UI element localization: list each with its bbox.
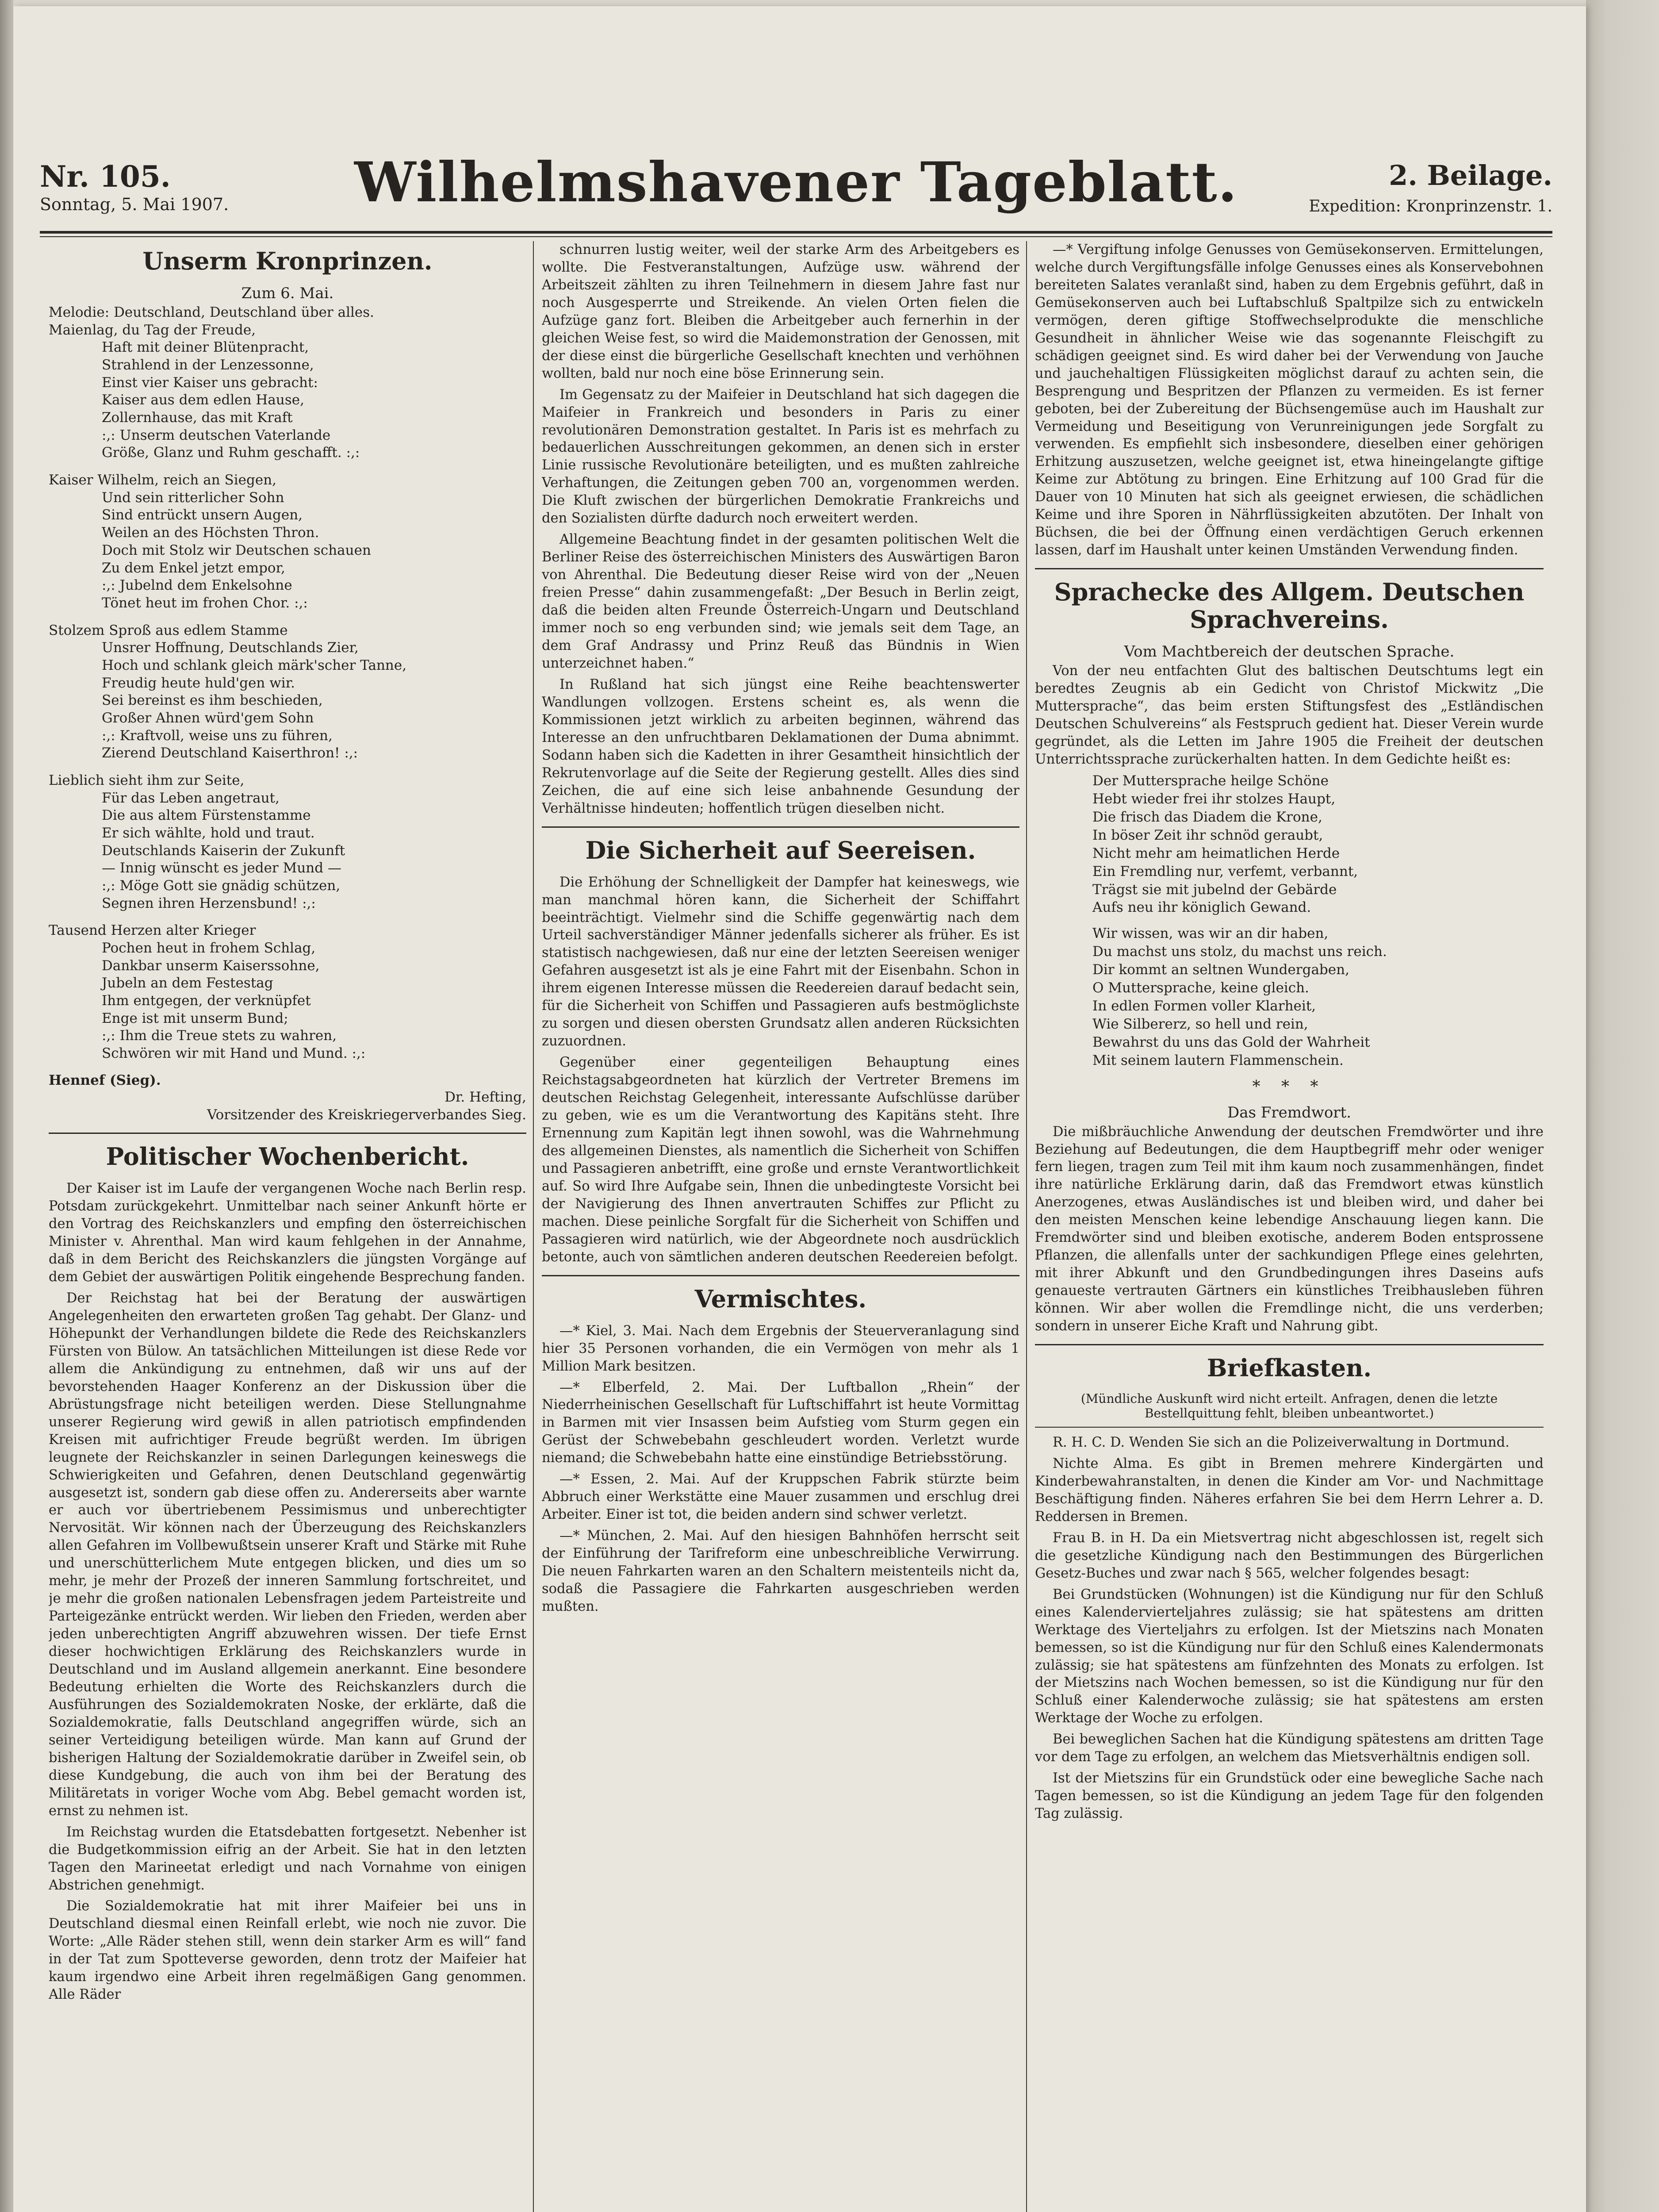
supplement-label: 2. Beilage. — [1389, 159, 1552, 192]
paragraph: Allgemeine Beachtung findet in der gesamten politischen Welt die Berliner Reise des österreichischen Ministers des Auswärtigen Baron von Ahrenthal. Die Bedeutung dieser Reise wird von der „Neuen freien Presse“ dahin zusammengefaßt: „Der Besuch in Berlin zeigt, daß die beiden alten Freunde Österreich-Ungarn und Deutschland immer noch so eng verbunden sind; wie jemals seit dem Tage, an dem Graf Andrassy und Prinz Reuß das Bündnis in Wien unterzeichnet haben.“ — [542, 532, 1019, 671]
news-item: —* Vergiftung infolge Genusses von Gemüsekonserven. Ermittelungen, welche durch Vergiftungsfälle infolge Genusses eines als Konservebohnen bereiteten Salates veranlaßt sind, haben zu dem Ergebnis geführt, daß in Gemüsekonserven auch bei Luftabschluß Spaltpilze sich zu entwickeln vermögen, deren giftige Stoffwechselprodukte die menschliche Gesundheit in ähnlicher Weise wie das sogenannte Fleischgift zu schädigen geeignet sind. Es wird daher bei der Verwendung von Jauche und jauchehaltigen Flüssigkeiten möglichst darauf zu achten sein, die Besprengung und Bespritzen der Pflanzen zu vermeiden. Es ist ferner geboten, bei der Zubereitung der Büchsengemüse auch im Haushalt zur Vermeidung und Beseitigung von Verunreinigungen jede Sorgfalt zu verwenden. Es empfiehlt sich insbesondere, dieselben einer gehörigen Erhitzung auszusetzen, welche geeignet ist, etwa hineingelangte giftige Keime zur Abtötung zu bringen. Eine Erhitzung auf 100 Grad für die Dauer von 10 Minuten hat sich als geeignet erwiesen, die schädlichen Keime und ihre Sporen in Nährflüssigkeiten abzutöten. Der Inhalt von Büchsen, die bei der Öffnung einen verdächtigen Geruch erkennen lassen, darf im Haushalt unter keinen Umständen Verwendung finden. — [1035, 242, 1544, 558]
letter-entry: Nichte Alma. Es gibt in Bremen mehrere Kindergärten und Kinderbewahranstalten, in denen die Kinder am Vor- und Nachmittage Beschäftigung finden. Näheres erfahren Sie bei dem Herrn Lehrer a. D. Reddersen in Bremen. — [1035, 1456, 1544, 1525]
poem-line: Größe, Glanz und Ruhm geschafft. :,: — [102, 445, 360, 461]
letter-entry: Ist der Mietszins für ein Grundstück oder eine bewegliche Sache nach Tagen bemessen, so ist die Kündigung an jedem Tage für den folgenden Tag zulässig. — [1035, 1770, 1544, 1822]
news-items — [542, 1322, 1019, 1616]
poem-line: Bewahrst du uns das Gold der Wahrheit — [1092, 1034, 1370, 1050]
poem-line: In böser Zeit ihr schnöd geraubt, — [1092, 827, 1323, 843]
poem-line: In edlen Formen voller Klarheit, — [1092, 998, 1316, 1014]
column-2 — [542, 241, 1019, 2212]
article-title: Politischer Wochenbericht. — [106, 1142, 469, 1171]
expedition-address: Expedition: Kronprinzenstr. 1. — [1309, 197, 1552, 215]
paragraph: Die Sozialdemokratie hat mit ihrer Maifeier bei uns in Deutschland diesmal einen Reinfall erlebt, wie noch nie zuvor. Die Worte: „Alle Räder stehen still, wenn dein starker Arm es will“ fand in der Tat zum Spotteverse geworden, denn trotz der Maifeier hat kaum irgendwo eine Arbeit ihren regelmäßigen Gang genommen. Alle Räder — [49, 1898, 526, 2003]
poem-title: Unserm Kronprinzen. — [142, 247, 433, 275]
poem-line: Lieblich sieht ihm zur Seite, — [49, 772, 245, 788]
poem-line: Der Muttersprache heilge Schöne — [1092, 773, 1329, 789]
poem-author: Dr. Hefting, — [444, 1089, 526, 1105]
book-binding — [0, 0, 13, 2212]
paragraph: Im Gegensatz zu der Maifeier in Deutschland hat sich dagegen die Maifeier in Frankreich und besonders in Paris zu einer revolutionären Demonstration gestaltet. In Paris ist es mehrfach zu bedauerlichen Ausschreitungen gekommen, an denen sich in erster Linie russische Revolutionäre beteiligten, und es mußten zahlreiche Verhaftungen, die Zeitungen geben 700 an, vorgenommen werden. Die Kluft zwischen der bürgerlichen Demokratie Frankreichs und den Sozialisten dürfte dadurch noch erweitert werden. — [542, 387, 1019, 526]
poem-line: Hoch und schlank gleich märk'scher Tanne, — [102, 657, 407, 673]
poem-author-role: Vorsitzender des Kreiskriegerverbandes Sieg. — [207, 1106, 526, 1123]
news-item: —* Kiel, 3. Mai. Nach dem Ergebnis der Steuerveranlagung sind hier 35 Personen vorhanden, die ein Vermögen von mehr als 1 Million Mark besitzen. — [542, 1323, 1019, 1374]
article-body — [542, 874, 1019, 1266]
poem-date: Zum 6. Mai. — [241, 284, 334, 303]
poem-verse — [49, 622, 526, 762]
poem-line: Deutschlands Kaiserin der Zukunft — [102, 842, 345, 859]
poem-line: :,: Ihm die Treue stets zu wahren, — [102, 1028, 337, 1044]
article-intro: Von der neu entfachten Glut des baltischen Deutschtums legt ein beredtes Zeugnis ab ein Gedicht von Christof Mickwitz „Die Muttersprache“, das beim ersten Stiftungsfest des „Estländischen Deutschen Schulvereins“ als Festspruch gedient hat. Dieser Verein wurde gegründet, als die Letten im Jahre 1905 die Freiheit der deutschen Unterrichtssprache zurückerhalten hatten. In dem Gedichte heißt es: — [1035, 663, 1544, 768]
poem-line: O Muttersprache, keine gleich. — [1092, 980, 1309, 996]
poem-line: Haft mit deiner Blütenpracht, — [102, 339, 309, 356]
poem-line: Maienlag, du Tag der Freude, — [49, 322, 256, 338]
column-rule — [533, 241, 534, 2212]
issue-date: Sonntag, 5. Mai 1907. — [40, 195, 229, 214]
article-subtitle: Das Fremdwort. — [1227, 1103, 1352, 1121]
paragraph: Der Reichstag hat bei der Beratung der auswärtigen Angelegenheiten den erwarteten großen Tag gehabt. Der Glanz- und Höhepunkt der Verhandlungen bildete die Rede des Reichskanzlers Fürsten von Bülow. An tatsächlichen Mitteilungen ist diese Rede vor allem die Ankündigung zu entnehmen, daß wir uns auf der bevorstehenden Haager Konferenz an der Diskussion über die Abrüstungsfrage nicht beteiligen werden. Diese Stellungnahme unserer Regierung wird gewiß in allen patriotisch empfindenden Kreisen mit aufrichtiger Freude begrüßt werden. Im übrigen leugnete der Reichskanzler in seinen Darlegungen keineswegs die Schwierigkeiten und Gefahren, denen Deutschland gegenwärtig ausgesetzt ist, sondern gab diese offen zu. Andererseits aber warnte er auch vor übertriebenem Pessimismus und unberechtigter Nervosität. Wir können nach der Überzeugung des Reichskanzlers allen Gefahren im Vollbewußtsein unserer Kraft und Stärke mit Ruhe und unerschütterlichem Mute entgegen blicken, und dies um so mehr, je mehr der Prozeß der inneren Sammlung fortschreitet, und je mehr die großen nationalen Lebensfragen jedem Parteistreite und Parteigezänke entrückt werden. Wir lieben den Frieden, werden aber jeden unberechtigten Angriff abzuwehren wissen. Der tiefe Ernst dieser hochwichtigen Erklärung des Reichskanzlers wurde in Deutschland und im Ausland allgemein anerkannt. Eine besondere Bedeutung erhielten die Worte des Reichskanzlers durch die Ausführungen des Sozialdemokraten Noske, der erklärte, daß die Sozialdemokratie, falls Deutschland angegriffen würde, sich an seiner Verteidigung beteiligen würde. Man kann auf Grund der bisherigen Haltung der Sozialdemokratie darüber in Zweifel sein, ob diese Kundgebung, die auch von ihm bei der Beratung des Militäretats in voriger Woche vom Abg. Bebel gemacht worden ist, ernst zu nehmen ist. — [49, 1290, 526, 1819]
section-divider — [542, 1275, 1019, 1276]
news-item: —* Essen, 2. Mai. Auf der Kruppschen Fabrik stürzte beim Abbruch einer Werkstätte eine Mauer zusammen und erschlug drei Arbeiter. Einer ist tot, die beiden andern sind schwer verletzt. — [542, 1471, 1019, 1523]
poem-line: Hebt wieder frei ihr stolzes Haupt, — [1092, 791, 1336, 807]
poem-line: Kaiser aus dem edlen Hause, — [102, 392, 304, 408]
poem-place: Hennef (Sieg). — [49, 1072, 161, 1088]
poem-line: Wir wissen, was wir an dir haben, — [1092, 926, 1329, 942]
article-subtitle: Vom Machtbereich der deutschen Sprache. — [1124, 643, 1455, 661]
poem-line: Zu dem Enkel jetzt empor, — [102, 560, 285, 576]
poem-verse — [49, 772, 526, 912]
poem-line: Tausend Herzen alter Krieger — [49, 922, 256, 939]
poem-line: :,: Möge Gott sie gnädig schützen, — [102, 877, 341, 894]
paragraph: In Rußland hat sich jüngst eine Reihe beachtenswerter Wandlungen vollzogen. Erstens scheint es, als wenn die Kommissionen jetzt wirklich zu arbeiten beginnen, während das Interesse an den unfruchtbaren Deklamationen der Duma abnimmt. Sodann haben sich die Kadetten in ihrer Gesamtheit hinsichtlich der Rekrutenvorlage auf die Seite der Regierung gestellt. Alles dies sind Zeichen, die auf eine sich leise anbahnende Gesundung der Verhältnisse hindeuten; hoffentlich trügen dieselben nicht. — [542, 676, 1019, 816]
poem-line: Mit seinem lautern Flammenschein. — [1092, 1052, 1344, 1068]
poem-verse — [49, 922, 526, 1062]
section-divider — [49, 1133, 526, 1134]
paragraph: Der Kaiser ist im Laufe der vergangenen Woche nach Berlin resp. Potsdam zurückgekehrt. Unmittelbar nach seiner Ankunft hörte er den Vortrag des Reichskanzlers und empfing den österreichischen Minister v. Ahrenthal. Man wird kaum fehlgehen in der Annahme, daß in dem Bericht des Reichskanzlers die jüngsten Vorgänge auf dem Gebiet der auswärtigen Politik eingehende Besprechung fanden. — [49, 1181, 526, 1285]
news-item: —* München, 2. Mai. Auf den hiesigen Bahnhöfen herrscht seit der Einführung der Tarifreform eine unbeschreibliche Verwirrung. Die neuen Fahrkarten waren an den Schaltern meistenteils nicht da, sodaß die Passagiere die Fahrkarten ausgeschrieben werden mußten. — [542, 1528, 1019, 1614]
poem-melody: Melodie: Deutschland, Deutschland über alles. — [49, 304, 375, 321]
poem-line: Aufs neu ihr königlich Gewand. — [1092, 899, 1311, 916]
letters-entries — [1035, 1434, 1544, 1823]
article-note: (Mündliche Auskunft wird nicht erteilt. Anfragen, denen die letzte Bestellquittung fehlt, bleiben unbeantwortet.) — [1080, 1391, 1498, 1421]
poem-line: Großer Ahnen würd'gem Sohn — [102, 710, 314, 726]
letter-entry: Bei Grundstücken (Wohnungen) ist die Kündigung nur für den Schluß eines Kalendervierteljahres zulässig; sie hat spätestens am dritten Werktage des Vierteljahrs zu erfolgen. Ist der Mietszins nach Monaten bemessen, so ist die Kündigung nur für den Schluß eines Kalendermonats zulässig; sie hat spätestens am fünfzehnten des Monats zu erfolgen. Ist der Mietszins nach Wochen bemessen, so ist die Kündigung nur für den Schluß einer Kalenderwoche zulässig; sie hat spätestens am ersten Werktage der Woche zu erfolgen. — [1035, 1586, 1544, 1726]
poem-line: Und sein ritterlicher Sohn — [102, 489, 284, 506]
poem-line: Doch mit Stolz wir Deutschen schauen — [102, 542, 371, 558]
section-divider — [542, 826, 1019, 828]
poem-line: Tönet heut im frohen Chor. :,: — [102, 595, 308, 611]
poem-stanza — [1035, 772, 1544, 917]
masthead-rule — [40, 231, 1552, 234]
page-edge — [1586, 0, 1659, 2212]
poem-verse — [49, 472, 526, 612]
poem-line: Segnen ihren Herzensbund! :,: — [102, 895, 316, 911]
poem-line: Du machst uns stolz, du machst uns reich. — [1092, 944, 1387, 960]
poem-line: — Innig wünscht es jeder Mund — — [102, 860, 341, 876]
column-3 — [1035, 241, 1544, 2212]
poem-verse — [49, 322, 526, 462]
poem-line: Schwören wir mit Hand und Mund. :,: — [102, 1045, 366, 1061]
newspaper-title: Wilhelmshavener Tageblatt. — [354, 150, 1238, 215]
paragraph: Im Reichstag wurden die Etatsdebatten fortgesetzt. Nebenher ist die Budgetkommission eifrig an der Arbeit. Sie hat in den letzten Tagen den Marineetat erledigt und nach Vornahme von einigen Abstrichen genehmigt. — [49, 1824, 526, 1893]
poem-line: Er sich wählte, hold und traut. — [102, 825, 315, 841]
article-title: Vermischtes. — [694, 1284, 867, 1313]
poem-line: Zollernhause, das mit Kraft — [102, 410, 293, 426]
article-title: Sprachecke des Allgem. Deutschen Sprachvereins. — [1054, 578, 1525, 634]
poem-line: Freudig heute huld'gen wir. — [102, 675, 295, 691]
article-body — [49, 1180, 526, 2004]
poem-line: Enge ist mit unserm Bund; — [102, 1010, 288, 1026]
column-rule — [1026, 241, 1027, 2212]
poem-line: Einst vier Kaiser uns gebracht: — [102, 374, 318, 391]
poem-line: Für das Leben angetraut, — [102, 790, 280, 806]
section-divider — [1035, 1427, 1544, 1428]
separator-stars: * * * — [1252, 1077, 1326, 1096]
article-title: Briefkasten. — [1207, 1354, 1372, 1382]
letter-entry: Bei beweglichen Sachen hat die Kündigung spätestens am dritten Tage vor dem Tage zu erfolgen, an welchem das Mietsverhältnis endigen soll. — [1035, 1732, 1544, 1765]
poem-line: Sei bereinst es ihm beschieden, — [102, 692, 323, 709]
column-1 — [49, 241, 526, 2212]
poem-verses — [49, 322, 526, 1063]
poem-stanza — [1035, 925, 1544, 1069]
article-continuation — [542, 241, 1019, 818]
poem-line: Nicht mehr am heimatlichen Herde — [1092, 845, 1340, 861]
poem-line: Weilen an des Höchsten Thron. — [102, 525, 319, 541]
poem-line: Stolzem Sproß aus edlem Stamme — [49, 622, 288, 638]
poem-line: Ihm entgegen, der verknüpfet — [102, 992, 311, 1009]
poem-line: Pochen heut in frohem Schlag, — [102, 940, 316, 956]
poem-line: Trägst sie mit jubelnd der Gebärde — [1092, 881, 1337, 898]
section-divider — [1035, 568, 1544, 569]
poem-line: Kaiser Wilhelm, reich an Siegen, — [49, 472, 277, 488]
poem-line: Sind entrückt unsern Augen, — [102, 507, 303, 523]
masthead — [40, 150, 1552, 230]
article-title: Die Sicherheit auf Seereisen. — [585, 836, 976, 864]
poem-line: :,: Kraftvoll, weise uns zu führen, — [102, 727, 333, 744]
article-body: Die mißbräuchliche Anwendung der deutschen Fremdwörter und ihre Beziehung auf Bedeutungen, die dem Hauptbegriff mehr oder weniger fern liegen, tragen zum Teil mit ihm kaum noch zusammenhängen, findet ihre natürliche Erklärung darin, daß das Fremdwort etwas künstlich Anerzogenes, etwas Ausländisches ist und bleiben wird, und daher bei den meisten Menschen keine lebendige Anschauung liegen kann. Die Fremdwörter sind und bleiben exotische, anderem Boden entsprossene Pflanzen, die allenfalls unter der sachkundigen Pflege eines gelehrten, mit ihrer Abkunft und den Grundbedingungen ihres Daseins aufs genaueste vertrauten Gärtners ein künstliches Treibhausleben führen können. Wir aber wollen die Fremdlinge nicht, die uns verderben; sondern in unserer Eiche Kraft und Nahrung gibt. — [1035, 1124, 1544, 1334]
poem-line: Die frisch das Diadem die Krone, — [1092, 809, 1322, 825]
poem-line: Jubeln an dem Festestag — [102, 975, 273, 991]
paragraph: schnurren lustig weiter, weil der starke Arm des Arbeitgebers es wollte. Die Festveranstaltungen, Aufzüge usw. während der Arbeitszeit zählten zu ihren Teilnehmern in diesem Jahre fast nur noch Ausgesperrte und Streikende. An vielen Orten fielen die Aufzüge ganz fort. Bleiben die Arbeitgeber auch fernerhin in der gleichen Weise fest, so wird die Maidemonstration der Genossen, mit der diese einst die bürgerliche Gesellschaft knechten und verhöhnen wollten, bald nur noch eine böse Erinnerung sein. — [542, 242, 1019, 381]
poem-line: Die aus altem Fürstenstamme — [102, 807, 311, 824]
paragraph: Gegenüber einer gegenteiligen Behauptung eines Reichstagsabgeordneten hat kürzlich der Vertreter Bremens im deutschen Reichstag Gelegenheit, interessante Aufschlüsse darüber zu geben, wie es um die Verantwortung des Kapitäns steht. Ihre Ernennung zum Kapitän legt ihnen sowohl, was die Wahrnehmung des allgemeinen Dienstes, als namentlich die Sicherheit von Schiffen und Passagieren anbetrifft, eine große und ernste Verantwortlichkeit auf. So wird Ihre Aufgabe sein, Ihnen die unbedingteste Vorsicht bei der Navigierung des Ihnen anvertrauten Schiffes zur Pflicht zu machen. Diese peinliche Sorgfalt für die Sicherheit von Schiffen und Passagieren wird natürlich, wie der Abgeordnete noch ausdrücklich betonte, auch von sämtlichen anderen deutschen Reedereien befolgt. — [542, 1055, 1019, 1265]
poem-line: :,: Unserm deutschen Vaterlande — [102, 427, 331, 443]
poem-line: :,: Jubelnd dem Enkelsohne — [102, 577, 292, 594]
masthead-rule-thin — [40, 236, 1552, 237]
poem-line: Ein Fremdling nur, verfemt, verbannt, — [1092, 863, 1358, 879]
poem-line: Dir kommt an seltnen Wundergaben, — [1092, 962, 1349, 978]
section-divider — [1035, 1344, 1544, 1345]
poem-line: Zierend Deutschland Kaiserthron! :,: — [102, 745, 358, 761]
issue-number: Nr. 105. — [40, 159, 171, 194]
poem-line: Wie Silbererz, so hell und rein, — [1092, 1016, 1308, 1032]
letter-entry: Frau B. in H. Da ein Mietsvertrag nicht abgeschlossen ist, regelt sich die gesetzliche Kündigung nach den Bestimmungen des Bürgerlichen Gesetz-Buches und zwar nach § 565, welcher folgendes besagt: — [1035, 1530, 1544, 1581]
paragraph: Die Erhöhung der Schnelligkeit der Dampfer hat keineswegs, wie man manchmal hören kann, die Sicherheit der Schiffahrt beeinträchtigt. Vielmehr sind die Schiffe gegenwärtig nach dem Urteil sachverständiger Männer jedenfalls sicherer als früher. Es ist statistisch nachgewiesen, daß nur eine der letzten Seereisen weniger Gefahren ausgesetzt ist als je eine Fahrt mit der Eisenbahn. Schon in ihrem eigenen Interesse müssen die Reedereien darauf bedacht sein, für die Sicherheit von Schiffen und Passagieren aufs bestmöglichste zu sorgen und diesen obersten Grundsatz allen anderen Rücksichten zuzuordnen. — [542, 874, 1019, 1049]
news-item: —* Elberfeld, 2. Mai. Der Luftballon „Rhein“ der Niederrheinischen Gesellschaft für Luftschiffahrt ist heute Vormittag in Barmen mit vier Insassen beim Aufstieg vom Sturm gegen ein Gerüst der Schwebebahn geschleudert worden. Verletzt wurde niemand; die Schwebebahn hatte eine einstündige Betriebsstörung. — [542, 1379, 1019, 1466]
poem-line: Dankbar unserm Kaiserssohne, — [102, 957, 320, 974]
poem-line: Unsrer Hoffnung, Deutschlands Zier, — [102, 640, 359, 656]
poem-line: Strahlend in der Lenzessonne, — [102, 357, 314, 373]
letter-entry: R. H. C. D. Wenden Sie sich an die Polizeiverwaltung in Dortmund. — [1053, 1435, 1510, 1451]
